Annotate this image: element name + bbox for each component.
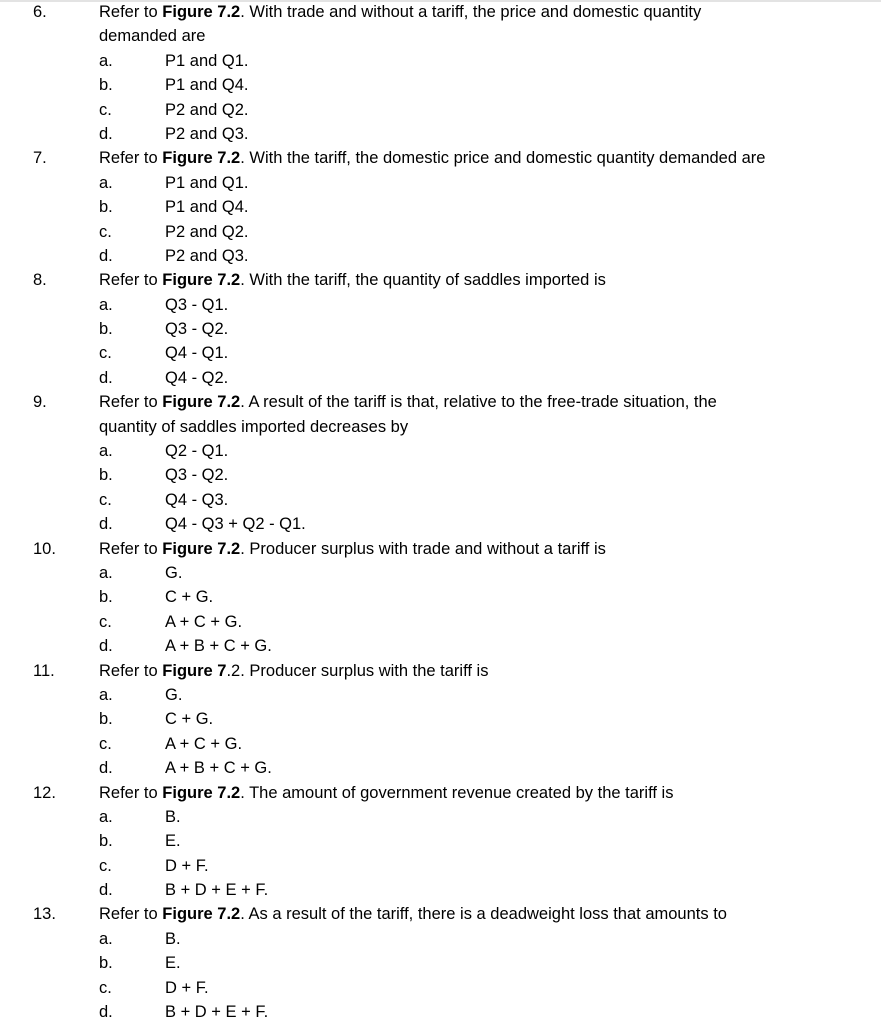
option-text: C + G. (165, 588, 214, 607)
option-letter: b. (99, 588, 113, 607)
question-stem: Refer to Figure 7.2. As a result of the tariff, there is a deadweight loss that amounts to (99, 905, 727, 924)
question-10 (0, 537, 881, 659)
option-letter: d. (99, 759, 113, 778)
option-letter: d. (99, 246, 113, 265)
option-letter: b. (99, 320, 113, 339)
question-number: 7. (33, 149, 47, 168)
question-number: 9. (33, 393, 47, 412)
answer-option-a[interactable] (0, 171, 881, 195)
answer-option-d[interactable] (0, 756, 881, 780)
answer-option-c[interactable] (0, 220, 881, 244)
option-text: A + C + G. (165, 612, 243, 631)
option-letter: d. (99, 637, 113, 656)
option-text: E. (165, 832, 181, 851)
option-letter: b. (99, 710, 113, 729)
question-stem: Refer to Figure 7.2. A result of the tariff is that, relative to the free-trade situation, the (99, 393, 717, 412)
question-number: 8. (33, 271, 47, 290)
answer-option-c[interactable] (0, 976, 881, 1000)
question-stem-continued: demanded are (99, 27, 206, 46)
option-text: Q2 - Q1. (165, 442, 229, 461)
option-letter: a. (99, 807, 113, 826)
question-stem: Refer to Figure 7.2. With the tariff, the domestic price and domestic quantity demanded are (99, 149, 766, 168)
option-text: Q3 - Q2. (165, 320, 229, 339)
option-text: B. (165, 929, 181, 948)
answer-option-b[interactable] (0, 317, 881, 341)
option-text: P2 and Q3. (165, 246, 249, 265)
answer-option-d[interactable] (0, 878, 881, 902)
answer-option-c[interactable] (0, 488, 881, 512)
question-12 (0, 781, 881, 903)
option-text: C + G. (165, 710, 214, 729)
question-number: 13. (33, 905, 56, 924)
question-6 (0, 0, 881, 146)
question-9 (0, 390, 881, 536)
option-text: Q3 - Q1. (165, 295, 229, 314)
question-stem: Refer to Figure 7.2. With the tariff, the quantity of saddles imported is (99, 271, 606, 290)
option-text: A + C + G. (165, 734, 243, 753)
answer-option-c[interactable] (0, 341, 881, 365)
option-text: P1 and Q4. (165, 198, 249, 217)
question-stem-line (0, 902, 881, 926)
option-text: P1 and Q1. (165, 51, 249, 70)
option-text: Q4 - Q3 + Q2 - Q1. (165, 515, 306, 534)
option-text: Q4 - Q3. (165, 490, 229, 509)
question-13 (0, 902, 881, 1024)
question-stem-line (0, 24, 881, 48)
option-letter: d. (99, 1003, 113, 1022)
question-number: 10. (33, 539, 56, 558)
option-letter: a. (99, 295, 113, 314)
option-text: Q4 - Q2. (165, 368, 229, 387)
option-text: B. (165, 807, 181, 826)
option-letter: a. (99, 563, 113, 582)
option-letter: c. (99, 856, 112, 875)
answer-option-b[interactable] (0, 707, 881, 731)
answer-option-d[interactable] (0, 512, 881, 536)
answer-option-d[interactable] (0, 122, 881, 146)
question-8 (0, 268, 881, 390)
answer-option-a[interactable] (0, 293, 881, 317)
option-letter: d. (99, 124, 113, 143)
question-stem-continued: quantity of saddles imported decreases by (99, 417, 409, 436)
question-stem-line (0, 537, 881, 561)
option-letter: c. (99, 490, 112, 509)
question-number: 6. (33, 3, 47, 21)
option-text: P2 and Q2. (165, 222, 249, 241)
option-letter: c. (99, 978, 112, 997)
answer-option-c[interactable] (0, 98, 881, 122)
question-stem-line (0, 390, 881, 414)
answer-option-a[interactable] (0, 805, 881, 829)
option-letter: a. (99, 685, 113, 704)
answer-option-a[interactable] (0, 49, 881, 73)
option-letter: d. (99, 368, 113, 387)
answer-option-b[interactable] (0, 951, 881, 975)
answer-option-b[interactable] (0, 463, 881, 487)
option-text: Q4 - Q1. (165, 344, 229, 363)
question-stem-line (0, 146, 881, 170)
question-7 (0, 146, 881, 268)
question-number: 11. (33, 661, 55, 680)
question-stem: Refer to Figure 7.2. Producer surplus with trade and without a tariff is (99, 539, 606, 558)
question-stem: Refer to Figure 7.2. With trade and without a tariff, the price and domestic quantity (99, 3, 702, 21)
option-letter: a. (99, 442, 113, 461)
option-text: Q3 - Q2. (165, 466, 229, 485)
answer-option-d[interactable] (0, 1000, 881, 1024)
option-letter: c. (99, 734, 112, 753)
answer-option-c[interactable] (0, 610, 881, 634)
answer-option-c[interactable] (0, 854, 881, 878)
question-number: 12. (33, 783, 56, 802)
answer-option-b[interactable] (0, 73, 881, 97)
option-letter: b. (99, 466, 113, 485)
answer-option-a[interactable] (0, 683, 881, 707)
question-stem-line (0, 781, 881, 805)
option-letter: b. (99, 198, 113, 217)
question-stem-line (0, 0, 881, 24)
option-letter: b. (99, 76, 113, 95)
answer-option-b[interactable] (0, 195, 881, 219)
answer-option-d[interactable] (0, 366, 881, 390)
option-letter: c. (99, 612, 112, 631)
question-stem: Refer to Figure 7.2. The amount of government revenue created by the tariff is (99, 783, 674, 802)
option-letter: d. (99, 515, 113, 534)
answer-option-d[interactable] (0, 244, 881, 268)
option-letter: d. (99, 881, 113, 900)
option-text: B + D + E + F. (165, 1003, 269, 1022)
option-text: P2 and Q2. (165, 100, 249, 119)
option-text: P1 and Q1. (165, 173, 249, 192)
option-letter: b. (99, 832, 113, 851)
option-letter: c. (99, 344, 112, 363)
question-stem: Refer to Figure 7.2. Producer surplus with the tariff is (99, 661, 489, 680)
answer-option-d[interactable] (0, 634, 881, 658)
option-text: A + B + C + G. (165, 637, 272, 656)
option-letter: a. (99, 929, 113, 948)
option-text: P1 and Q4. (165, 76, 249, 95)
option-text: G. (165, 563, 183, 582)
option-letter: a. (99, 51, 113, 70)
option-letter: c. (99, 222, 112, 241)
option-text: A + B + C + G. (165, 759, 272, 778)
question-11 (0, 659, 881, 781)
answer-option-a[interactable] (0, 927, 881, 951)
option-text: G. (165, 685, 183, 704)
answer-option-b[interactable] (0, 829, 881, 853)
option-letter: b. (99, 954, 113, 973)
option-letter: a. (99, 173, 113, 192)
option-text: B + D + E + F. (165, 881, 269, 900)
option-text: D + F. (165, 856, 209, 875)
answer-option-a[interactable] (0, 439, 881, 463)
option-text: P2 and Q3. (165, 124, 249, 143)
answer-option-b[interactable] (0, 585, 881, 609)
option-text: D + F. (165, 978, 209, 997)
option-letter: c. (99, 100, 112, 119)
answer-option-a[interactable] (0, 561, 881, 585)
answer-option-c[interactable] (0, 732, 881, 756)
question-stem-line (0, 659, 881, 683)
question-stem-line (0, 415, 881, 439)
question-stem-line (0, 268, 881, 292)
option-text: E. (165, 954, 181, 973)
